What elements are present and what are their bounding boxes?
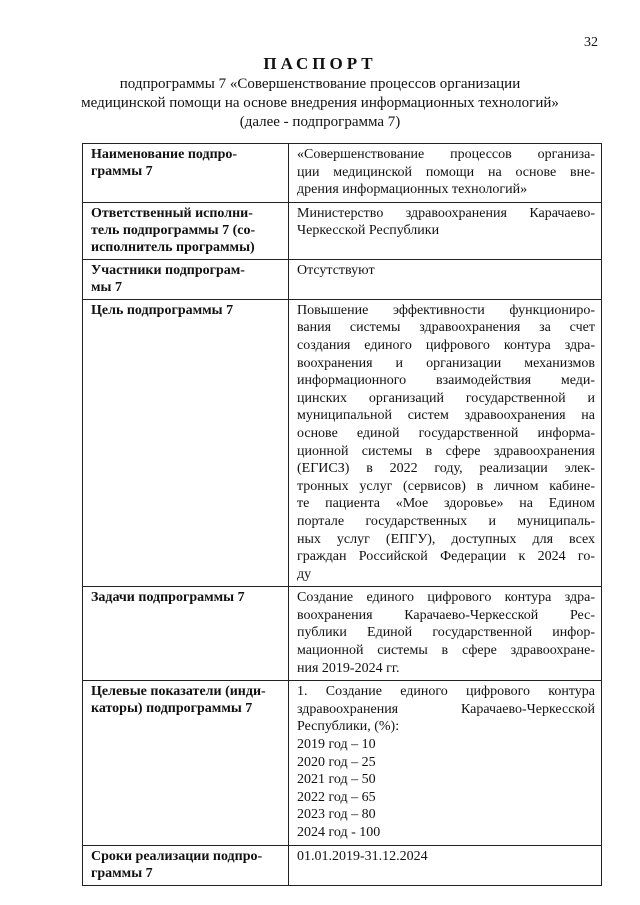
row-value-line: 2022 год – 65 (297, 789, 376, 805)
document-subtitle (60, 75, 580, 132)
row-value (289, 202, 602, 259)
row-value-line: дрения информационных технологий» (297, 182, 528, 198)
row-label (83, 681, 289, 845)
passport-table (82, 143, 602, 886)
row-label-line: мы 7 (91, 279, 122, 295)
row-value-line: здравоохранения Карачаево-Черкесской (297, 701, 595, 717)
row-value-line: муниципальной систем здравоохранения на (297, 408, 595, 424)
table-row (83, 144, 602, 203)
row-label (83, 202, 289, 259)
row-value-line: публики Единой государственной инфор- (297, 625, 595, 641)
row-value-line: портале государственных и муниципаль- (297, 513, 595, 529)
row-value-line: ния 2019-2024 гг. (297, 660, 400, 676)
row-value-line: ции медицинской помощи на основе вне- (297, 164, 595, 180)
row-value-line: ных услуг (ЕПГУ), доступных для всех (297, 531, 595, 547)
row-value-line: воохранения Карачаево-Черкесской Рес- (297, 607, 595, 623)
table-row (83, 259, 602, 299)
row-value (289, 845, 602, 885)
table-row (83, 845, 602, 885)
row-value (289, 144, 602, 203)
row-label-line: Целевые показатели (инди- (91, 684, 266, 700)
row-value-line: 2019 год – 10 (297, 737, 376, 753)
row-label-line: Ответственный исполни- (91, 205, 253, 221)
row-value-line: тронных услуг (сервисов) в личном кабине- (297, 478, 595, 494)
row-value-line: воохранения и организации механизмов (297, 355, 595, 371)
row-label-line: Сроки реализации подпро- (91, 848, 263, 864)
row-value-line: граждан Российской Федерации к 2024 го- (297, 549, 595, 565)
row-label-line: Задачи подпрограммы 7 (91, 590, 245, 606)
document-title: ПАСПОРТ (263, 54, 377, 73)
row-value-line: те пациента «Мое здоровье» на Едином (297, 496, 595, 512)
row-value (289, 681, 602, 845)
row-value-line: цинских организаций государственной и (297, 390, 595, 406)
row-value-line: 2021 год – 50 (297, 772, 376, 788)
row-label (83, 144, 289, 203)
row-value (289, 259, 602, 299)
row-value-line: Республики, (%): (297, 719, 400, 735)
row-value-line: Создание единого цифрового контура здра- (297, 590, 595, 606)
row-value-line: «Совершенствование процессов организа- (297, 147, 595, 162)
row-value-line: Черкесской Республики (297, 223, 440, 239)
row-value-line: 2023 год – 80 (297, 807, 376, 823)
row-value-line: вания системы здравоохранения за счет (297, 320, 595, 336)
row-value-line: Отсутствуют (297, 262, 375, 278)
subtitle-line: подпрограммы 7 «Совершенствование процессов организации (119, 76, 521, 92)
row-value-line: 1. Создание единого цифрового контура (297, 684, 595, 700)
row-value-line: создания единого цифрового контура здра- (297, 337, 595, 353)
row-label-line: исполнитель программы) (91, 239, 255, 255)
row-value-line: Министерство здравоохранения Карачаево- (297, 205, 595, 221)
table-row (83, 587, 602, 681)
page-number: 32 (584, 35, 598, 50)
table-row (83, 202, 602, 259)
row-value-line: информационного взаимодействия меди- (297, 373, 595, 389)
row-label-line: каторы) подпрограммы 7 (91, 701, 253, 717)
row-value-line: Повышение эффективности функциониро- (297, 302, 595, 318)
row-value-line: основе единой государственной информа- (297, 425, 595, 441)
table-row (83, 299, 602, 587)
passport-table-body (83, 144, 602, 886)
row-value (289, 587, 602, 681)
row-label-line: Цель подпрограммы 7 (91, 302, 234, 318)
row-value-line: ду (297, 566, 312, 582)
row-label (83, 259, 289, 299)
row-label (83, 587, 289, 681)
row-value-line: 01.01.2019-31.12.2024 (297, 848, 428, 864)
row-label-line: Участники подпрограм- (91, 262, 245, 278)
row-label (83, 299, 289, 587)
table-row (83, 681, 602, 845)
row-label-line: Наименование подпро- (91, 147, 238, 162)
row-label (83, 845, 289, 885)
row-value-line: ционной системы в сфере здравоохранения (297, 443, 595, 459)
subtitle-line: медицинской помощи на основе внедрения информационных технологий» (81, 95, 559, 111)
row-value (289, 299, 602, 587)
row-value-line: мационной системы в сфере здравоохране- (297, 643, 595, 659)
row-value-line: 2020 год – 25 (297, 754, 376, 770)
row-label-line: граммы 7 (91, 164, 153, 179)
subtitle-line: (далее - подпрограмма 7) (239, 114, 401, 130)
row-label-line: тель подпрограммы 7 (со- (91, 222, 256, 238)
row-value-line: (ЕГИСЗ) в 2022 году, реализации элек- (297, 461, 595, 477)
row-value-line: 2024 год - 100 (297, 825, 381, 840)
row-label-line: граммы 7 (91, 865, 153, 881)
